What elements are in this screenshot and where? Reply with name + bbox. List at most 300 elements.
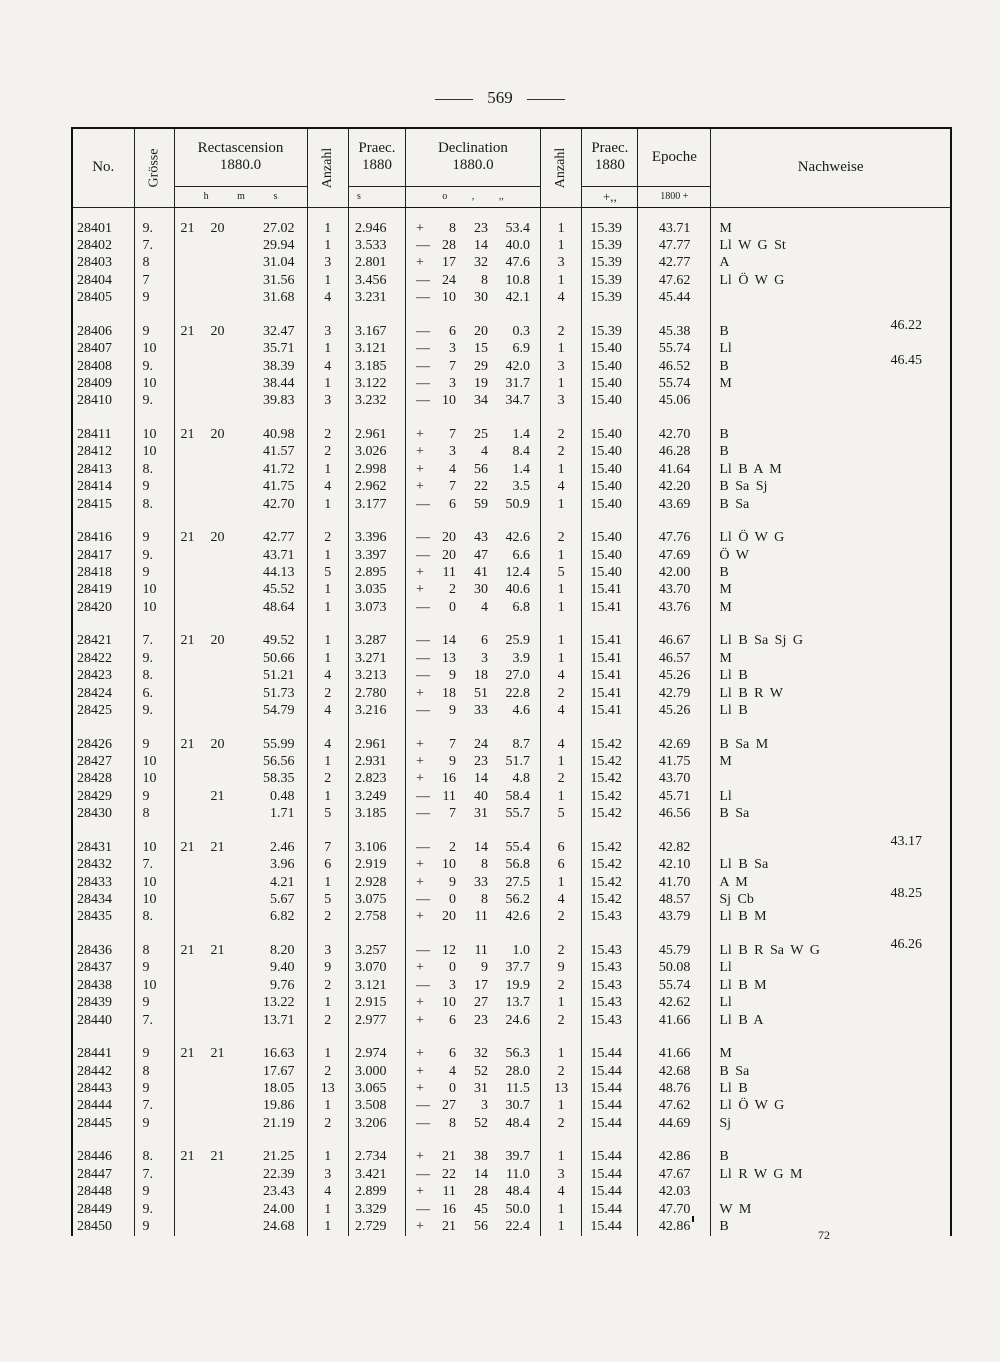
- star-number: 28418: [72, 564, 134, 581]
- decl-am: 23: [473, 754, 488, 769]
- decl-am: 9: [480, 960, 488, 976]
- header-groesse: Grösse: [134, 128, 174, 207]
- count-decl: 1: [540, 874, 581, 891]
- precession-decl: 15.42: [582, 753, 638, 770]
- star-number: 28428: [72, 770, 134, 787]
- ra-s: 24.00: [263, 1201, 295, 1217]
- decl-sg: —: [415, 547, 430, 563]
- references: Ll B M: [711, 908, 951, 925]
- references: A: [711, 254, 951, 271]
- declination: [405, 599, 540, 616]
- decl-sg: —: [415, 341, 430, 357]
- precession-ra: 2.823: [348, 770, 405, 787]
- epoch: 43.70: [638, 770, 711, 787]
- ra-s: 22.39: [263, 1166, 295, 1182]
- decl-am: 11: [474, 943, 488, 959]
- decl-am: 8: [480, 857, 488, 873]
- references: B: [711, 564, 951, 581]
- decl-d: 28: [441, 237, 456, 253]
- references: Ll B R W: [711, 685, 951, 702]
- decl-as: 1.4: [512, 426, 530, 442]
- star-number: 28408: [72, 358, 134, 375]
- group-spacer: [72, 616, 951, 632]
- right-ascension: [174, 426, 307, 443]
- header-anzahl: Anzahl: [307, 128, 348, 207]
- margin-epoch: 46.45: [890, 352, 922, 368]
- star-number: 28402: [72, 237, 134, 254]
- references: B Sa: [711, 1063, 951, 1080]
- right-ascension: [174, 667, 307, 684]
- decl-d: 3: [448, 341, 456, 357]
- decl-d: 10: [441, 857, 456, 873]
- count: 1: [307, 632, 348, 649]
- star-number: 28419: [72, 581, 134, 598]
- table-row: [72, 1045, 951, 1062]
- epoch: 42.82: [638, 839, 711, 856]
- count: 1: [307, 1201, 348, 1218]
- count: 2: [307, 1063, 348, 1080]
- group-spacer: [72, 719, 951, 735]
- decl-sg: —: [415, 323, 430, 339]
- precession-decl: 15.43: [582, 994, 638, 1011]
- right-ascension: [174, 599, 307, 616]
- header-anzahl-2: Anzahl: [540, 128, 581, 207]
- table-row: [72, 856, 951, 873]
- count-decl: 1: [540, 1148, 581, 1165]
- table-row: [72, 547, 951, 564]
- declination: [405, 702, 540, 719]
- ra-s: 51.21: [263, 668, 295, 684]
- right-ascension: [174, 891, 307, 908]
- precession-decl: 15.41: [582, 650, 638, 667]
- precession-decl: 15.44: [582, 1148, 638, 1165]
- star-number: 28404: [72, 272, 134, 289]
- count-decl: 1: [540, 581, 581, 598]
- precession-decl: 15.44: [582, 1115, 638, 1132]
- ra-s: 49.52: [263, 633, 295, 649]
- magnitude: 7.: [134, 632, 174, 649]
- right-ascension: [174, 1166, 307, 1183]
- precession-ra: 2.895: [348, 564, 405, 581]
- footer-mark: 72: [818, 1228, 830, 1242]
- magnitude: 8.: [134, 667, 174, 684]
- decl-as: 25.9: [505, 633, 530, 649]
- decl-sg: +: [415, 1184, 424, 1200]
- references: [711, 1183, 951, 1200]
- precession-decl: 15.40: [582, 564, 638, 581]
- table-row: [72, 1012, 951, 1029]
- precession-ra: 2.758: [348, 908, 405, 925]
- epoch: 46.28: [638, 443, 711, 460]
- epoch: 41.66: [638, 1012, 711, 1029]
- ra-s: 29.94: [263, 237, 295, 253]
- ra-s: 35.71: [263, 341, 295, 357]
- precession-decl: 15.39: [582, 323, 638, 340]
- decl-sg: —: [415, 237, 430, 253]
- epoch: 41.66: [638, 1045, 711, 1062]
- table-row: [72, 839, 951, 856]
- precession-decl: 15.40: [582, 529, 638, 546]
- epoch: 43.71: [638, 220, 711, 237]
- declination: [405, 753, 540, 770]
- decl-am: 17: [473, 977, 488, 993]
- references: M: [711, 375, 951, 392]
- ra-h: 21: [180, 633, 195, 649]
- header-praec-2: Praec. 1880: [582, 128, 638, 186]
- count-decl: 6: [540, 839, 581, 856]
- declination: [405, 272, 540, 289]
- decl-as: 6.6: [512, 547, 530, 563]
- precession-decl: 15.42: [582, 736, 638, 753]
- declination: [405, 1218, 540, 1235]
- table-row: [72, 685, 951, 702]
- count-decl: 5: [540, 805, 581, 822]
- precession-decl: 15.44: [582, 1045, 638, 1062]
- ra-s: 58.35: [263, 771, 295, 787]
- decl-sg: —: [415, 599, 430, 615]
- right-ascension: [174, 340, 307, 357]
- references: Sj Cb: [711, 891, 951, 908]
- references: Ll Ö W G: [711, 529, 951, 546]
- declination: [405, 529, 540, 546]
- precession-decl: 15.40: [582, 443, 638, 460]
- magnitude: 8: [134, 1063, 174, 1080]
- ra-s: 4.21: [270, 874, 295, 890]
- star-number: 28406: [72, 323, 134, 340]
- right-ascension: [174, 1183, 307, 1200]
- references: Ll: [711, 788, 951, 805]
- magnitude: 8.: [134, 461, 174, 478]
- decl-d: 6: [448, 323, 456, 339]
- declination: [405, 323, 540, 340]
- count: 1: [307, 1148, 348, 1165]
- decl-as: 27.0: [505, 668, 530, 684]
- magnitude: 9: [134, 1080, 174, 1097]
- decl-d: 11: [442, 1184, 456, 1200]
- precession-ra: 2.931: [348, 753, 405, 770]
- count-decl: 3: [540, 254, 581, 271]
- decl-as: 51.7: [505, 754, 530, 769]
- count-decl: 1: [540, 1097, 581, 1114]
- ra-s: 16.63: [263, 1046, 295, 1062]
- decl-d: 24: [441, 272, 456, 288]
- declination: [405, 392, 540, 409]
- count-decl: 4: [540, 1183, 581, 1200]
- decl-as: 0.3: [512, 323, 530, 339]
- count: 1: [307, 496, 348, 513]
- count-decl: 1: [540, 547, 581, 564]
- precession-decl: 15.42: [582, 856, 638, 873]
- star-number: 28435: [72, 908, 134, 925]
- table-row: [72, 529, 951, 546]
- decl-am: 59: [473, 496, 488, 512]
- declination: [405, 908, 540, 925]
- precession-ra: 3.508: [348, 1097, 405, 1114]
- ra-s: 17.67: [263, 1063, 295, 1079]
- table-row: [72, 443, 951, 460]
- declination: [405, 426, 540, 443]
- precession-ra: 3.257: [348, 942, 405, 959]
- table-row: [72, 959, 951, 976]
- declination: [405, 959, 540, 976]
- epoch: 42.00: [638, 564, 711, 581]
- precession-ra: 3.185: [348, 805, 405, 822]
- precession-decl: 15.39: [582, 254, 638, 271]
- decl-as: 1.4: [512, 461, 530, 477]
- count: 1: [307, 547, 348, 564]
- declination: [405, 340, 540, 357]
- decl-d: 17: [441, 255, 456, 271]
- decl-am: 25: [473, 426, 488, 442]
- precession-ra: 3.106: [348, 839, 405, 856]
- count-decl: 4: [540, 736, 581, 753]
- table-row: [72, 1166, 951, 1183]
- margin-epoch: 43.17: [890, 833, 922, 849]
- decl-sg: +: [415, 909, 424, 925]
- decl-as: 47.6: [505, 255, 530, 271]
- decl-sg: +: [415, 736, 424, 752]
- declination: [405, 220, 540, 237]
- references: B Sa M: [711, 736, 951, 753]
- decl-d: 9: [448, 754, 456, 769]
- references: Ll: [711, 959, 951, 976]
- precession-decl: 15.44: [582, 1166, 638, 1183]
- decl-am: 23: [473, 220, 488, 236]
- declination: [405, 805, 540, 822]
- ra-h: 21: [180, 839, 195, 855]
- decl-sg: —: [415, 358, 430, 374]
- group-spacer: [72, 307, 951, 323]
- precession-ra: 3.026: [348, 443, 405, 460]
- page-number-text: 569: [487, 88, 513, 107]
- right-ascension: [174, 220, 307, 237]
- right-ascension: [174, 564, 307, 581]
- declination: [405, 478, 540, 495]
- star-number: 28413: [72, 461, 134, 478]
- right-ascension: [174, 770, 307, 787]
- precession-decl: 15.44: [582, 1201, 638, 1218]
- count: 2: [307, 685, 348, 702]
- decl-as: 50.9: [505, 496, 530, 512]
- precession-ra: 2.962: [348, 478, 405, 495]
- precession-decl: 15.42: [582, 805, 638, 822]
- declination: [405, 1166, 540, 1183]
- star-number: 28437: [72, 959, 134, 976]
- decl-d: 21: [441, 1219, 456, 1235]
- ra-m: 21: [210, 839, 225, 855]
- count-decl: 4: [540, 289, 581, 306]
- decl-am: 14: [473, 1166, 488, 1182]
- decl-sg: —: [415, 977, 430, 993]
- decl-as: 58.4: [505, 788, 530, 804]
- decl-sg: —: [415, 668, 430, 684]
- decl-as: 53.4: [505, 220, 530, 236]
- magnitude: 10: [134, 426, 174, 443]
- decl-d: 7: [448, 736, 456, 752]
- epoch: 46.56: [638, 805, 711, 822]
- epoch: 47.67: [638, 1166, 711, 1183]
- decl-am: 43: [473, 530, 488, 546]
- header-rectascension: Rectascension 1880.0: [174, 128, 307, 186]
- precession-ra: 3.121: [348, 340, 405, 357]
- precession-decl: 15.41: [582, 702, 638, 719]
- precession-ra: 3.065: [348, 1080, 405, 1097]
- star-number: 28409: [72, 375, 134, 392]
- declination: [405, 667, 540, 684]
- star-number: 28431: [72, 839, 134, 856]
- decl-d: 22: [441, 1166, 456, 1182]
- table-row: [72, 977, 951, 994]
- precession-ra: 3.122: [348, 375, 405, 392]
- decl-am: 31: [473, 806, 488, 822]
- count: 5: [307, 564, 348, 581]
- group-spacer: [72, 207, 951, 220]
- decl-sg: +: [415, 771, 424, 787]
- table-row: [72, 358, 951, 375]
- references: Ll Ö W G: [711, 272, 951, 289]
- ra-m: 20: [210, 530, 225, 546]
- declination: [405, 839, 540, 856]
- star-number: 28429: [72, 788, 134, 805]
- ra-s: 56.56: [263, 754, 295, 769]
- ra-s: 19.86: [263, 1098, 295, 1114]
- ra-s: 38.44: [263, 375, 295, 391]
- ra-s: 41.72: [263, 461, 295, 477]
- decl-am: 41: [473, 564, 488, 580]
- right-ascension: [174, 443, 307, 460]
- ra-s: 31.56: [263, 272, 295, 288]
- decl-sg: +: [415, 426, 424, 442]
- table-row: [72, 564, 951, 581]
- declination: [405, 685, 540, 702]
- decl-sg: +: [415, 255, 424, 271]
- star-number: 28403: [72, 254, 134, 271]
- decl-as: 55.4: [505, 839, 530, 855]
- decl-d: 18: [441, 685, 456, 701]
- epoch: 45.26: [638, 702, 711, 719]
- references: Ll R W G M: [711, 1166, 951, 1183]
- table-row: [72, 1097, 951, 1114]
- decl-am: 4: [480, 599, 488, 615]
- declination: [405, 1148, 540, 1165]
- precession-ra: 2.998: [348, 461, 405, 478]
- right-ascension: [174, 942, 307, 959]
- table-row: [72, 770, 951, 787]
- decl-am: 28: [473, 1184, 488, 1200]
- references: B: [711, 323, 951, 340]
- ra-s: 8.20: [270, 943, 295, 959]
- decl-sg: +: [415, 874, 424, 890]
- count: 5: [307, 891, 348, 908]
- star-number: 28439: [72, 994, 134, 1011]
- decl-am: 11: [474, 909, 488, 925]
- magnitude: 7: [134, 272, 174, 289]
- decl-as: 11.5: [505, 1081, 530, 1097]
- decl-am: 47: [473, 547, 488, 563]
- decl-as: 56.2: [505, 892, 530, 908]
- star-number: 28449: [72, 1201, 134, 1218]
- decl-as: 42.0: [505, 358, 530, 374]
- decl-sg: +: [415, 1063, 424, 1079]
- declination: [405, 650, 540, 667]
- declination: [405, 994, 540, 1011]
- magnitude: 10: [134, 977, 174, 994]
- precession-ra: 3.533: [348, 237, 405, 254]
- precession-ra: 3.271: [348, 650, 405, 667]
- count: 1: [307, 1097, 348, 1114]
- magnitude: 9: [134, 736, 174, 753]
- precession-decl: 15.39: [582, 220, 638, 237]
- decl-as: 34.7: [505, 393, 530, 409]
- table-row: [72, 323, 951, 340]
- declination: [405, 375, 540, 392]
- decl-d: 0: [448, 1081, 456, 1097]
- epoch: 41.75: [638, 753, 711, 770]
- decl-as: 42.6: [505, 530, 530, 546]
- count: 1: [307, 237, 348, 254]
- count-decl: 1: [540, 632, 581, 649]
- magnitude: 9.: [134, 220, 174, 237]
- decl-d: 14: [441, 633, 456, 649]
- count-decl: 2: [540, 1115, 581, 1132]
- count: 3: [307, 392, 348, 409]
- epoch: 42.86: [638, 1148, 711, 1165]
- decl-d: 3: [448, 375, 456, 391]
- precession-ra: 3.121: [348, 977, 405, 994]
- count: 4: [307, 736, 348, 753]
- decl-d: 20: [441, 909, 456, 925]
- decl-sg: —: [415, 943, 430, 959]
- header-declination: Declination 1880.0: [405, 128, 540, 186]
- epoch: 42.68: [638, 1063, 711, 1080]
- decl-d: 3: [448, 444, 456, 460]
- right-ascension: [174, 753, 307, 770]
- precession-ra: 3.185: [348, 358, 405, 375]
- header-epoche: Epoche: [638, 128, 711, 186]
- star-number: 28422: [72, 650, 134, 667]
- star-number: 28442: [72, 1063, 134, 1080]
- decl-as: 37.7: [505, 960, 530, 976]
- star-number: 28425: [72, 702, 134, 719]
- decl-as: 13.7: [505, 995, 530, 1011]
- decl-am: 6: [480, 633, 488, 649]
- count: 2: [307, 426, 348, 443]
- decl-as: 40.6: [505, 582, 530, 598]
- count: 3: [307, 254, 348, 271]
- table-row: [72, 375, 951, 392]
- decl-am: 33: [473, 703, 488, 718]
- decl-d: 9: [448, 703, 456, 718]
- references: Ll Ö W G: [711, 1097, 951, 1114]
- count: 1: [307, 461, 348, 478]
- right-ascension: [174, 805, 307, 822]
- decl-am: 20: [473, 323, 488, 339]
- magnitude: 8.: [134, 496, 174, 513]
- decl-d: 2: [448, 839, 456, 855]
- decl-am: 14: [473, 771, 488, 787]
- magnitude: 9: [134, 1218, 174, 1235]
- count: 1: [307, 599, 348, 616]
- decl-d: 6: [448, 1012, 456, 1028]
- magnitude: 10: [134, 340, 174, 357]
- catalog-body: [72, 207, 951, 1236]
- decl-d: 20: [441, 547, 456, 563]
- count: 2: [307, 908, 348, 925]
- references: Sj: [711, 1115, 951, 1132]
- margin-epoch: 46.26: [890, 937, 922, 953]
- precession-decl: 15.44: [582, 1097, 638, 1114]
- magnitude: 7.: [134, 1097, 174, 1114]
